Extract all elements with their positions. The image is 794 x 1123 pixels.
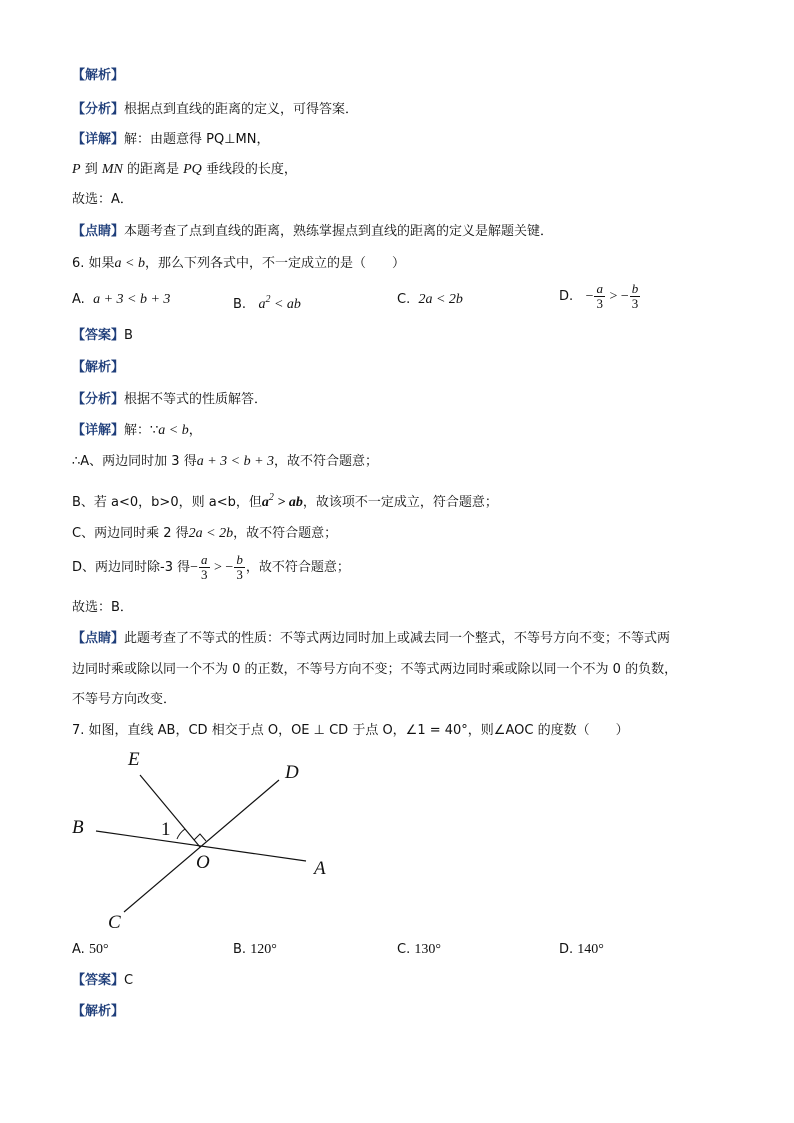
minus-sign: − [190, 560, 199, 575]
numerator: b [236, 552, 243, 567]
q6-choose: 故选：B． [72, 600, 133, 615]
denominator: 3 [201, 567, 208, 582]
dianjing-tag: 【点睛】 [72, 631, 125, 646]
line-a-math: a + 3 < b + 3 [196, 454, 275, 469]
option-letter: D. [559, 942, 574, 957]
q7-option-d [559, 941, 604, 959]
angle-1-arc [177, 829, 185, 839]
q6-dianjing-l2: 边同时乘或除以同一个不为 0 的正数，不等号方向不变；不等式两边同时乘或除以同一个不为 0 的负数， [72, 662, 678, 677]
option-math-rest: < ab [270, 297, 301, 312]
line-c-suffix: ，故不符合题意； [233, 526, 338, 541]
label-e: E [128, 749, 140, 770]
numerator: a [596, 281, 603, 296]
q6-line-b [72, 489, 498, 512]
label-o: O [196, 852, 210, 873]
line-b-suffix: ，故该项不一定成立，符合题意； [302, 495, 498, 510]
dianjing-tag: 【点睛】 [72, 224, 125, 239]
jiexi-tag-3: 【解析】 [72, 1004, 125, 1019]
comma: ， [188, 423, 202, 438]
q7-answer: C [124, 973, 134, 988]
q6-dianjing-l3: 不等号方向改变． [72, 692, 177, 707]
option-letter: D. [559, 289, 574, 304]
q7-option-a [72, 941, 109, 959]
minus-sign: − [585, 289, 594, 304]
line-d-prefix: D、两边同时除-3 得 [72, 560, 191, 575]
option-value: 130° [414, 942, 441, 957]
q6-line-c [72, 525, 337, 543]
option-value: 140° [577, 942, 604, 957]
option-letter: A. [72, 942, 85, 957]
numerator: a [201, 552, 208, 567]
q6-answer-line [72, 327, 133, 345]
option-letter: A. [72, 292, 85, 307]
xiangjie-text: 解：由题意得 PQ⊥MN， [124, 132, 270, 147]
q6-fenxi-text: 根据不等式的性质解答． [124, 392, 268, 407]
label-a: A [314, 858, 326, 879]
q6-stem-math: a < b [114, 256, 145, 271]
q6-xiangjie-line [72, 422, 202, 440]
q6-option-b [233, 291, 301, 314]
q6-stem-suffix: ，那么下列各式中，不一定成立的是（ ） [145, 256, 406, 271]
choose-line-1: 故选：A． [72, 192, 133, 207]
denominator: 3 [631, 296, 639, 311]
answer-tag: 【答案】 [72, 973, 125, 988]
q6-option-d [559, 282, 641, 311]
q6-option-a [72, 291, 170, 309]
q7-option-b [233, 941, 277, 959]
line-b-sup: 2 [268, 492, 274, 503]
line-b-base: a [261, 495, 269, 510]
line-c-prefix: C、两边同时乘 2 得 [72, 526, 189, 541]
dianjing-line-1 [72, 223, 553, 241]
jiexi-tag-1: 【解析】 [72, 68, 125, 83]
fraction-b-over-3 [630, 282, 641, 311]
q6-option-c [397, 291, 463, 309]
q6-fenxi-line [72, 391, 267, 409]
xiangjie-line-1 [72, 131, 270, 149]
text-to: 到 [80, 162, 102, 177]
line-a-prefix: ∴A、两边同时加 3 得 [72, 454, 197, 469]
label-c: C [108, 912, 121, 933]
q7-answer-line [72, 972, 133, 990]
right-angle-mark [194, 834, 206, 841]
greater-minus: > − [605, 289, 629, 304]
line-cd [124, 780, 279, 912]
q7-figure [60, 748, 360, 938]
fraction-a-over-3 [199, 553, 210, 582]
numerator: b [631, 281, 639, 296]
greater-minus: > − [210, 560, 234, 575]
fenxi-text: 根据点到直线的距离的定义，可得答案． [124, 102, 359, 117]
text-perp-length: 垂线段的长度， [201, 162, 297, 177]
q7-option-c [397, 941, 441, 959]
q6-stem [72, 255, 405, 273]
option-math-base: a [258, 297, 266, 312]
because-text: 解：∵ [124, 423, 159, 438]
point-p: P [72, 162, 81, 177]
because-math: a < b [158, 423, 189, 438]
option-letter: B. [233, 942, 247, 957]
q6-dianjing-l1 [72, 630, 670, 648]
answer-tag: 【答案】 [72, 328, 125, 343]
text-distance: 的距离是 [122, 162, 184, 177]
denominator: 3 [596, 296, 603, 311]
line-b-prefix: B、若 a<0，b>0，则 a<b，但 [72, 495, 262, 510]
q6-stem-prefix: 6. 如果 [72, 256, 115, 271]
line-d-suffix: ，故不符合题意； [245, 560, 350, 575]
denominator: 3 [236, 567, 243, 582]
q7-stem: 7. 如图，直线 AB，CD 相交于点 O，OE ⊥ CD 于点 O，∠1 = 40°，则∠AOC 的度数（ ） [72, 723, 629, 738]
line-mn: MN [101, 162, 123, 177]
fraction-a-over-3 [594, 282, 605, 311]
fenxi-tag: 【分析】 [72, 392, 125, 407]
label-d: D [285, 762, 299, 783]
option-letter: C. [397, 942, 411, 957]
label-1: 1 [161, 819, 171, 840]
line-a-suffix: ，故不符合题意； [274, 454, 379, 469]
option-value: 120° [250, 942, 277, 957]
option-math: 2a < 2b [418, 292, 463, 307]
q6-answer: B [124, 328, 133, 343]
dianjing-text: 此题考查了不等式的性质：不等式两边同时加上或减去同一个整式，不等号方向不变；不等式两 [124, 631, 671, 646]
option-letter: C. [397, 292, 411, 307]
xiangjie-tag: 【详解】 [72, 423, 125, 438]
fraction-b-over-3 [234, 553, 245, 582]
option-math: a + 3 < b + 3 [93, 292, 171, 307]
xiangjie-tag: 【详解】 [72, 132, 125, 147]
fenxi-line-1 [72, 101, 358, 119]
distance-line [72, 161, 297, 179]
q6-line-a [72, 453, 378, 471]
option-letter: B. [233, 297, 247, 312]
label-b: B [72, 817, 84, 838]
segment-pq: PQ [183, 162, 202, 177]
line-b-mid: > ab [273, 495, 303, 510]
option-value: 50° [88, 942, 109, 957]
option-math-sup: 2 [265, 294, 271, 305]
q6-line-d [72, 553, 350, 582]
fenxi-tag: 【分析】 [72, 102, 125, 117]
dianjing-text: 本题考查了点到直线的距离，熟练掌握点到直线的距离的定义是解题关键． [124, 224, 554, 239]
line-c-math: 2a < 2b [188, 526, 234, 541]
jiexi-tag-2: 【解析】 [72, 360, 125, 375]
